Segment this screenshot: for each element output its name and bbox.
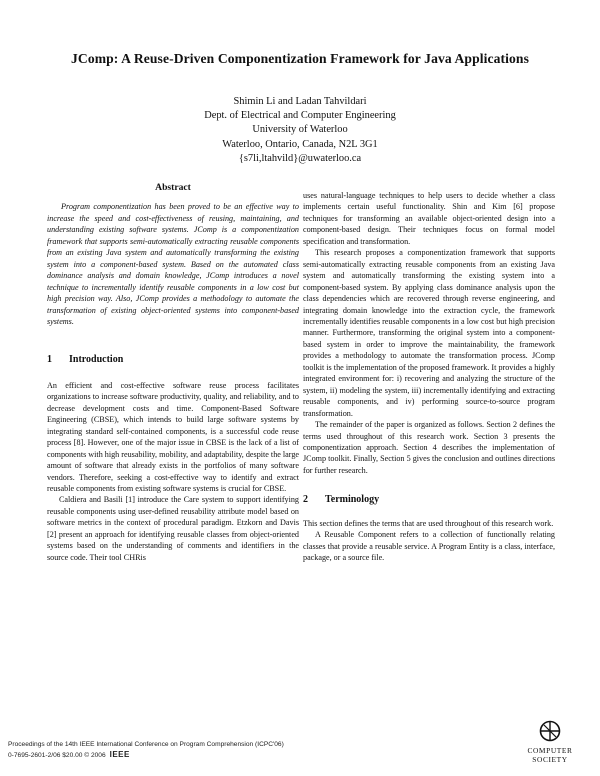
right-paragraph-2: This research proposes a componentization framework that supports semi-automatically extracting reusable components from an existing Java system and automatically transforming the existing system into a component-based system. By applying class dominance analysis upon the class dependencies which are recovered through reverse engineering, and integrating domain knowledge into the extraction cycle, the framework incrementally identifies reusable components in a low cost but high precision manner. Furthermore, transforming the original system into a component-based system in order to improve the maintainability, the framework provides a methodology to automate the transformation process. JComp toolkit is the implementation of the proposed framework. It provides a highly integrated environment for: i) recovering and analyzing the structure of the system, ii) modeling the system, iii) incrementally identifying and extracting reusable components, and iv) performing source-to-source program transformation.	[303, 248, 555, 418]
author-address: Waterloo, Ontario, Canada, N2L 3G1	[222, 138, 378, 150]
right-paragraph-3: The remainder of the paper is organized as follows. Section 2 defines the terms used throughout of this research work. Section 3 presents the componentization approach. Section 4 describes the implementation of JComp toolkit. Finally, Section 5 gives the conclusion and outlines directions for further research.	[303, 420, 555, 475]
author-names: Shimin Li and Ladan Tahvildari	[233, 96, 367, 107]
section-1-number: 1	[47, 354, 52, 366]
abstract-heading: Abstract	[155, 182, 191, 193]
logo-text-society: SOCIETY	[532, 754, 568, 764]
section-2-number: 2	[303, 494, 308, 506]
intro-paragraph-2: Caldiera and Basili [1] introduce the Care system to support identifying reusable components using user-defined reusability attribute model based on software metrics in the context of procedural paradigm. Etzkorn and Davis [2] present an approach for identifying reusable classes from object-oriented systems based on the understanding of comments and identifiers in the source code. Their tool CHRis	[47, 495, 299, 562]
footer-ieee: IEEE	[109, 750, 130, 759]
page-footer	[8, 740, 284, 761]
section-2-heading	[303, 494, 555, 505]
section-1-title: Introduction	[69, 354, 124, 366]
author-department: Dept. of Electrical and Computer Engineering	[204, 110, 396, 122]
author-university: University of Waterloo	[252, 124, 348, 136]
section-2-title: Terminology	[325, 494, 380, 506]
abstract-text: Program componentization has been proved to be an effective way to increase the speed and cost-effectiveness of reusing, maintaining, and understanding existing software systems. JComp is a componentization framework that supports semi-automatically extracting reusable components from an existing Java system and automatically transforming the existing system into a component-based system. Based on the automated class dominance analysis and domain knowledge, JComp introduces a novel technique to incrementally identify reusable components in a low cost but high precision way. Also, JComp provides a methodology to automate the transformation of existing object-oriented systems into component-based systems.	[47, 202, 299, 326]
footer-isbn: 0-7695-2601-2/06 $20.00 © 2006	[8, 752, 106, 759]
footer-proceedings: Proceedings of the 14th IEEE International Conference on Program Comprehension (ICPC'06)	[8, 741, 284, 748]
intro-paragraph-1: An efficient and cost-effective software reuse process facilitates organizations to increase software productivity, quality, and reliability, and to decrease development costs and time. Component-Based Software Engineering (CBSE), which intends to build large software systems by integrating standard self-contained components, is a successful code reuse process [8]. However, one of the major issue in CBSE is the lack of a list of components with high reusability, mobility, and adaptability, despite the large amount of software that already exists in the portfolios of many software vendors. Therefore, seeking a cost-effective way to identify and extract reusable components from existing software systems is crucial for CBSE.	[47, 380, 299, 493]
right-column	[303, 190, 555, 564]
section-1-heading	[47, 354, 299, 365]
author-email[interactable]: {s7li,ltahvild}@uwaterloo.ca	[238, 152, 362, 164]
left-column	[47, 182, 299, 563]
author-block	[0, 95, 600, 166]
terminology-paragraph-1: This section defines the terms that are used throughout of this research work.	[303, 518, 554, 528]
paper-title: JComp: A Reuse-Driven Componentization Framework for Java Applications	[71, 51, 529, 66]
computer-society-emblem-icon	[538, 720, 562, 742]
footer-isbn-line	[8, 750, 284, 761]
computer-society-logo	[518, 720, 582, 772]
right-paragraph-1: uses natural-language techniques to help users to decide whether a class implements certain useful functionality. Shin and Kim [6] propose techniques for transforming an available object-oriented design into a component-based design. Their techniques focus on formal model specification and transformation.	[303, 191, 555, 246]
logo-text-computer: COMPUTER	[527, 746, 573, 755]
terminology-paragraph-2: A Reusable Component refers to a collection of functionally relating classes that provide a reusable service. A Program Entity is a class, interface, package, or a source file.	[303, 530, 555, 563]
